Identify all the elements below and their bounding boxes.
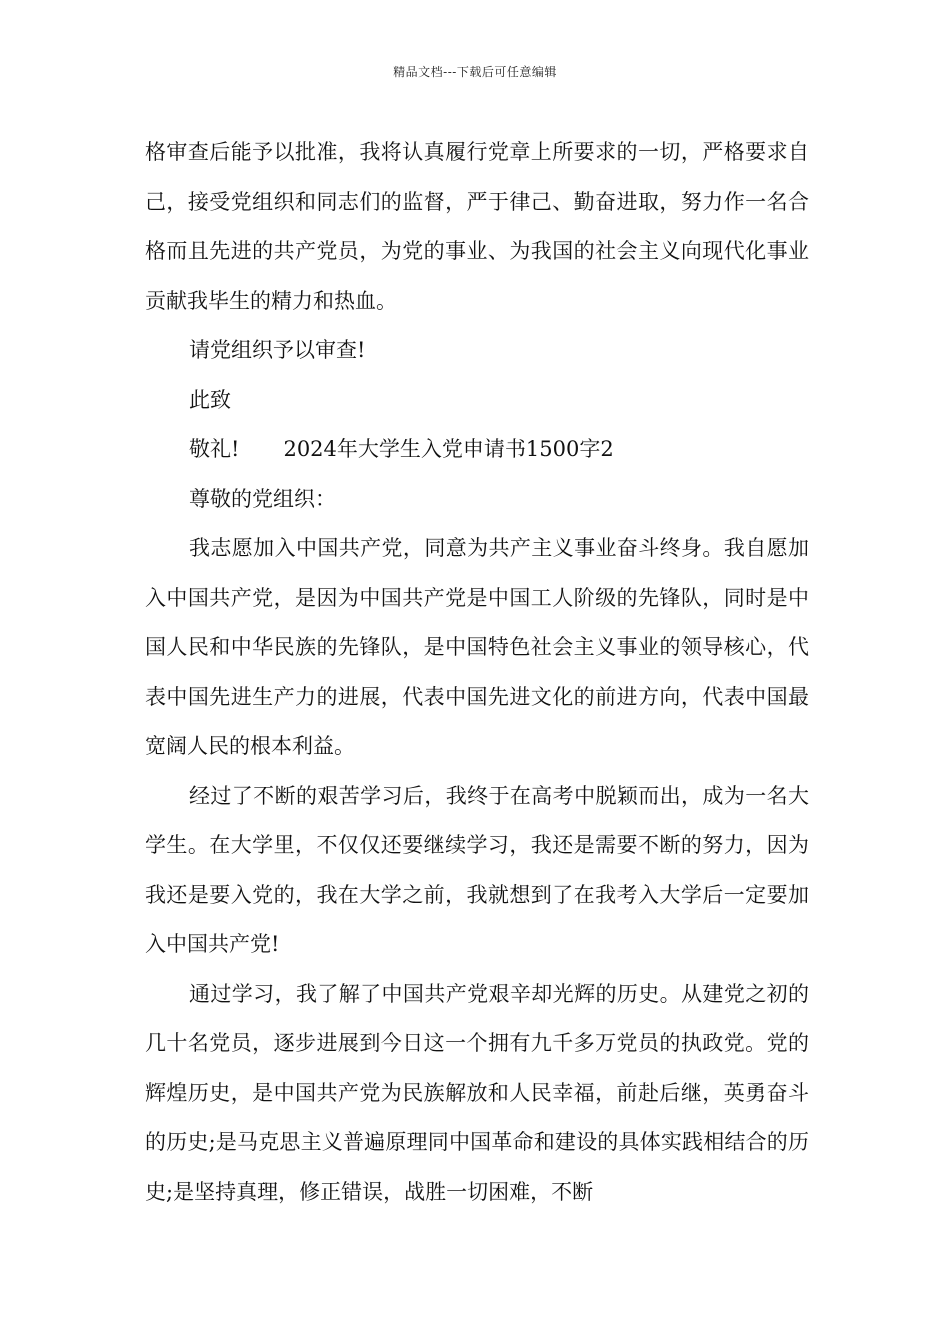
salute-text: 敬礼! <box>189 437 240 461</box>
section-title: 2024年大学生入党申请书1500字2 <box>283 437 614 461</box>
page-header: 精品文档---下载后可任意编辑 <box>393 65 557 79</box>
paragraph-body-1: 我志愿加入中国共产党，同意为共产主义事业奋斗终身。我自愿加入中国共产党，是因为中国共产党是中国工人阶级的先锋队，同时是中国人民和中华民族的先锋队，是中国特色社会主义事业的领导核心，代表中国先进生产力的进展，代表中国先进文化的前进方向，代表中国最宽阔人民的根本利益。 <box>145 536 809 758</box>
paragraph-body-3: 通过学习，我了解了中国共产党艰辛却光辉的历史。从建党之初的几十名党员，逐步进展到今日这一个拥有九千多万党员的执政党。党的辉煌历史，是中国共产党为民族解放和人民幸福，前赴后继，英勇奋斗的历史;是马克思主义普遍原理同中国革命和建设的具体实践相结合的历史;是坚持真理，修正错误，战胜一切困难，不断 <box>145 981 809 1204</box>
paragraph-greeting: 尊敬的党组织： <box>189 486 336 511</box>
paragraph-body-2: 经过了不断的艰苦学习后，我终于在高考中脱颖而出，成为一名大学生。在大学里，不仅仅还要继续学习，我还是需要不断的努力，因为我还是要入党的，我在大学之前，我就想到了在我考入大学后一定要加入中国共产党! <box>145 783 809 956</box>
paragraph-closing: 此致 <box>189 387 231 412</box>
paragraph-continuation: 格审查后能予以批准，我将认真履行党章上所要求的一切，严格要求自己，接受党组织和同志们的监督，严于律己、勤奋进取，努力作一名合格而且先进的共产党员，为党的事业、为我国的社会主义向现代化事业贡献我毕生的精力和热血。 <box>145 140 809 313</box>
document-body <box>145 128 809 1217</box>
paragraph-request: 请党组织予以审查! <box>189 338 366 362</box>
paragraph-salute <box>145 425 809 475</box>
